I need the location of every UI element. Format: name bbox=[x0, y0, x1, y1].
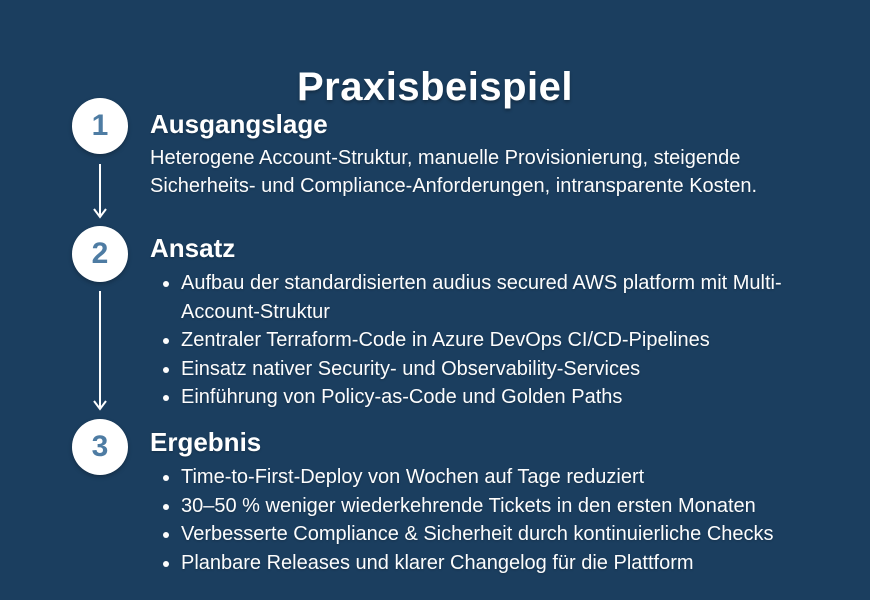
bullet-item bbox=[181, 355, 793, 384]
bullet-text: Aufbau der standardisierten audius secured AWS platform mit Multi-Account-Struktur bbox=[181, 272, 782, 323]
down-arrow-icon bbox=[92, 163, 108, 219]
bullet-text: Planbare Releases und klarer Changelog für die Plattform bbox=[181, 551, 694, 574]
step-number-1: 1 bbox=[91, 109, 109, 142]
bullet-item bbox=[181, 383, 793, 412]
step-heading: Ergebnis bbox=[150, 427, 262, 457]
step-number-badge-1 bbox=[72, 98, 128, 154]
step-section-ansatz bbox=[150, 232, 795, 412]
step-heading: Ausgangslage bbox=[150, 109, 328, 139]
step-heading: Ansatz bbox=[150, 233, 236, 263]
step-number-badge-2 bbox=[72, 226, 128, 282]
step-paragraph: Heterogene Account-Struktur, manuelle Provisionierung, steigende Sicherheits- und Compliance-Anforderungen, intransparente Kosten. bbox=[150, 147, 758, 197]
bullet-text: Verbesserte Compliance & Sicherheit durch kontinuierliche Checks bbox=[181, 523, 774, 545]
bullet-list bbox=[150, 269, 793, 412]
bullet-list bbox=[150, 463, 793, 577]
bullet-text: Time-to-First-Deploy von Wochen auf Tage reduziert bbox=[181, 466, 645, 488]
bullet-item bbox=[181, 269, 793, 326]
bullet-item bbox=[181, 549, 793, 578]
bullet-item bbox=[181, 520, 793, 549]
bullet-item bbox=[181, 463, 793, 492]
bullet-text: Zentraler Terraform-Code in Azure DevOps CI/CD-Pipelines bbox=[181, 329, 710, 351]
down-arrow-icon bbox=[92, 290, 108, 411]
step-number-badge-3 bbox=[72, 419, 128, 475]
bullet-item bbox=[181, 492, 793, 521]
step-section-ausgangslage bbox=[150, 108, 795, 200]
bullet-text: Einführung von Policy-as-Code und Golden Paths bbox=[181, 386, 623, 408]
bullet-item bbox=[181, 326, 793, 355]
page-title: Praxisbeispiel bbox=[296, 64, 574, 109]
step-number-2: 2 bbox=[91, 237, 109, 270]
step-number-3: 3 bbox=[91, 430, 109, 463]
bullet-text: Einsatz nativer Security- und Observability-Services bbox=[181, 357, 641, 380]
bullet-text: 30–50 % weniger wiederkehrende Tickets in den ersten Monaten bbox=[181, 494, 756, 517]
step-section-ergebnis bbox=[150, 426, 795, 577]
